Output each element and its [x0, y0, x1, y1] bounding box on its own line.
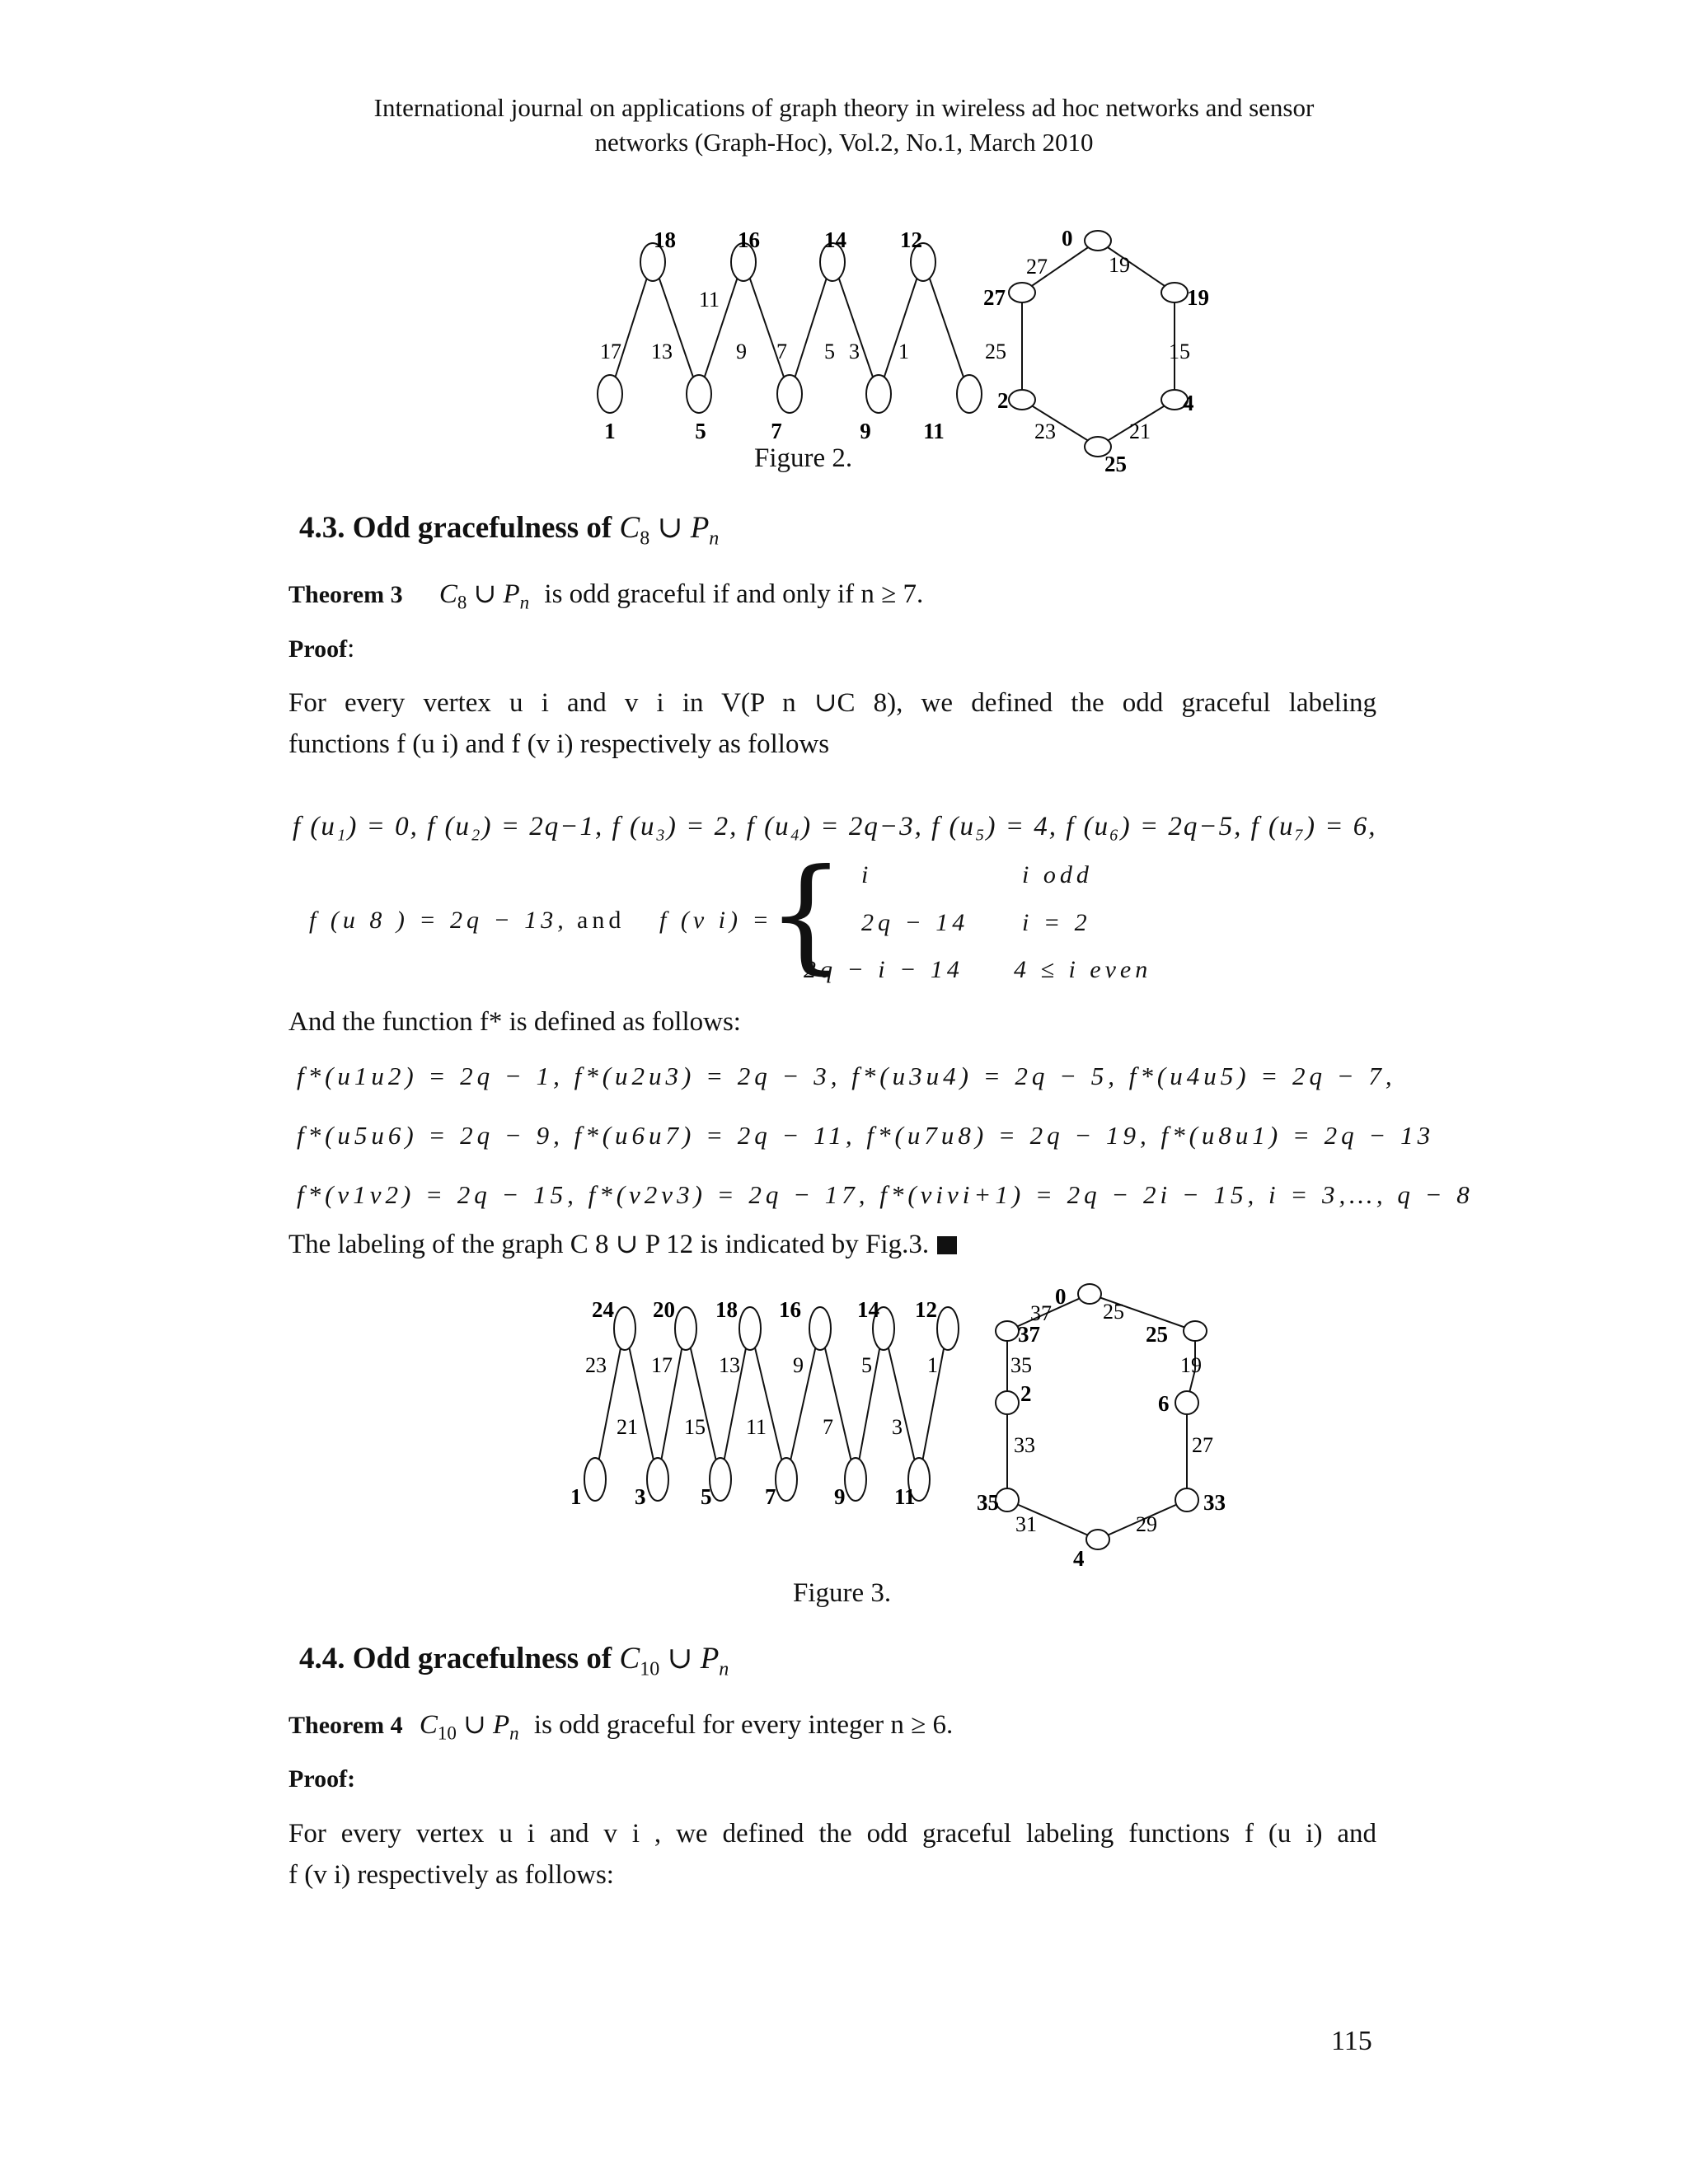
fig3-oct-edge-label: 19: [1180, 1353, 1202, 1377]
fig2-hex-label: 27: [983, 285, 1006, 310]
labeling-statement: [288, 1224, 957, 1265]
theorem-4-math-c: C: [419, 1710, 438, 1740]
proof-1-heading: [288, 628, 354, 670]
qed-square-icon: [937, 1236, 957, 1254]
theorem-4-math: [419, 1710, 519, 1744]
section-4-4-math-sub2: n: [719, 1658, 729, 1680]
equation-and: and: [577, 907, 626, 934]
fig3-oct-edge-label: 27: [1192, 1433, 1213, 1457]
fig2-hex-label: 2: [997, 388, 1009, 413]
fig3-top-label: 18: [715, 1297, 738, 1322]
theorem-3-math-sub2: n: [519, 592, 530, 613]
proof-1-paragraph-line2: functions f (u i) and f (v i) respectively as follows: [288, 729, 830, 759]
theorem-3-math-op: ∪ P: [467, 579, 520, 609]
equation-fvi: f (v i) =: [659, 907, 773, 934]
figure-2-caption: Figure 2.: [754, 443, 853, 473]
fstar-intro: And the function f* is defined as follows:: [288, 1007, 741, 1037]
fig3-bottom-label: 5: [701, 1484, 712, 1509]
piecewise-case1-condition: i odd: [1022, 861, 1093, 888]
fig2-hex-edge-label: 19: [1109, 253, 1130, 277]
fig3-edge-label: 11: [746, 1415, 767, 1439]
section-4-3-math-c: C: [619, 511, 640, 545]
fig2-edge-label: 3: [849, 340, 860, 363]
page-number: 115: [1331, 2026, 1372, 2056]
fig3-oct-label: 0: [1055, 1284, 1067, 1309]
fig2-top-label: 18: [654, 227, 676, 252]
piecewise-case2-value: 2q − 14: [861, 909, 969, 936]
fig3-top-label: 20: [653, 1297, 675, 1322]
fig2-edge-label: 9: [736, 340, 747, 363]
proof-2-paragraph-line1: For every vertex u i and v i , we defined the odd graceful labeling functions f (u i) and: [288, 1819, 1376, 1849]
theorem-4-math-sub1: 10: [437, 1722, 457, 1744]
fig3-edge-label: 21: [617, 1415, 638, 1439]
section-4-4-title: 4.4. Odd gracefulness of: [299, 1642, 612, 1675]
fig2-hex-edge-label: 21: [1129, 419, 1151, 443]
fig2-hex-label: 4: [1183, 391, 1194, 415]
fig2-hex-edge-label: 15: [1169, 340, 1190, 363]
fig2-bottom-label: 9: [860, 419, 871, 443]
fig2-edge-label: 7: [776, 340, 787, 363]
fig3-oct-edge-label: 31: [1015, 1512, 1037, 1536]
fig3-edge-label: 3: [892, 1415, 903, 1439]
figure-3-graph: [0, 1269, 1688, 1571]
section-4-3-heading: [299, 509, 719, 550]
proof-1-colon: :: [347, 634, 355, 663]
journal-header-line2: networks (Graph-Hoc), Vol.2, No.1, March 2010: [594, 128, 1094, 157]
fig3-oct-label: 35: [977, 1490, 999, 1515]
fig3-bottom-label: 1: [570, 1484, 582, 1509]
labeling-statement-text: The labeling of the graph C 8 ∪ P 12 is indicated by Fig.3.: [288, 1230, 930, 1259]
piecewise-case3-condition: 4 ≤ i even: [1014, 956, 1152, 983]
fig3-oct-label: 6: [1158, 1391, 1170, 1416]
theorem-3-math-c: C: [438, 579, 457, 609]
fig2-bottom-label: 1: [604, 419, 616, 443]
fig3-top-label: 24: [592, 1297, 614, 1322]
proof-2-paragraph-line2: f (v i) respectively as follows:: [288, 1860, 614, 1890]
fig2-edge-label: 1: [898, 340, 909, 363]
fig2-top-label: 16: [738, 227, 760, 252]
equation-fu-values: f (u₁) = 0, f (u₂) = 2q−1, f (u₃) = 2, f (u₄) = 2q−3, f (u₅) = 4, f (u₆) = 2q−5, f (u₇) = 6,: [293, 812, 1377, 841]
fig3-edge-label: 9: [793, 1353, 804, 1377]
proof-1-paragraph-line1: For every vertex u i and v i in V(P n ∪C 8), we defined the odd graceful labeling: [288, 688, 1376, 718]
fig3-bottom-label: 3: [635, 1484, 646, 1509]
piecewise-case1-value: i: [861, 861, 873, 888]
figure-2-zigzag-vertices: [598, 243, 982, 413]
section-4-3-math: [619, 511, 720, 550]
theorem-3-math: [438, 579, 530, 613]
fig2-hex-label: 19: [1187, 285, 1209, 310]
section-4-3-math-sub1: 8: [640, 527, 650, 550]
fig2-bottom-label: 11: [923, 419, 945, 443]
fig3-oct-edge-label: 29: [1136, 1512, 1157, 1536]
fig2-hex-edge-label: 27: [1026, 255, 1048, 279]
fig2-hex-edge-label: 25: [985, 340, 1006, 363]
fig3-oct-label: 2: [1020, 1381, 1032, 1406]
piecewise-case3-value: 2q − i − 14: [804, 956, 964, 983]
figure-3-caption: Figure 3.: [793, 1578, 892, 1608]
piecewise-case2-condition: i = 2: [1022, 909, 1091, 936]
fig3-oct-label: 37: [1018, 1322, 1040, 1347]
fig3-oct-label: 33: [1203, 1490, 1226, 1515]
section-4-4-math: [619, 1642, 729, 1680]
fig3-top-label: 16: [779, 1297, 801, 1322]
proof-1-label: Proof: [288, 635, 348, 663]
figure-3-zigzag-vertices: [584, 1307, 959, 1501]
equation-fu8: f (u 8 ) = 2q − 13,: [309, 907, 568, 934]
theorem-4: [288, 1704, 953, 1755]
fig3-oct-edge-label: 25: [1103, 1300, 1124, 1324]
fig3-bottom-label: 11: [894, 1484, 916, 1509]
fig3-oct-label: 25: [1146, 1322, 1168, 1347]
theorem-4-label: Theorem 4: [288, 1712, 403, 1739]
fig3-edge-label: 13: [719, 1353, 740, 1377]
figure-2-zigzag-edges: [610, 260, 969, 394]
fig2-hex-edge-label: 23: [1034, 419, 1056, 443]
fig3-edge-label: 5: [861, 1353, 872, 1377]
fig3-oct-edge-label: 35: [1010, 1353, 1032, 1377]
fig3-top-label: 12: [915, 1297, 937, 1322]
fstar-line1: f*(u1u2) = 2q − 1, f*(u2u3) = 2q − 3, f*(u3u4) = 2q − 5, f*(u4u5) = 2q − 7,: [297, 1062, 1396, 1090]
section-4-4-math-sub1: 10: [640, 1658, 660, 1680]
theorem-3: [288, 574, 923, 624]
fig3-edge-label: 15: [684, 1415, 706, 1439]
section-4-4-math-c: C: [619, 1642, 640, 1675]
section-4-3-math-op: ∪ P: [649, 511, 710, 545]
fig2-bottom-label: 7: [771, 419, 782, 443]
fstar-line3: f*(v1v2) = 2q − 15, f*(v2v3) = 2q − 17, f*(vivi+1) = 2q − 2i − 15, i = 3,…, q − 8: [297, 1180, 1474, 1209]
fig3-edge-label: 7: [823, 1415, 833, 1439]
fig2-top-label: 12: [900, 227, 922, 252]
fig2-hex-label: 0: [1062, 226, 1073, 251]
theorem-3-math-sub1: 8: [457, 592, 467, 613]
fig2-edge-label: 11: [699, 288, 720, 312]
fig3-oct-edge-label: 33: [1014, 1433, 1035, 1457]
fig2-edge-label: 17: [600, 340, 621, 363]
section-4-3-math-sub2: n: [709, 527, 720, 550]
theorem-3-statement: is odd graceful if and only if n ≥ 7.: [544, 579, 924, 609]
fig3-edge-label: 17: [651, 1353, 673, 1377]
fig2-hex-label: 25: [1104, 452, 1127, 476]
fig3-bottom-label: 9: [834, 1484, 846, 1509]
section-4-4-heading: [299, 1640, 729, 1680]
proof-2-label: Proof:: [288, 1765, 356, 1793]
section-4-3-title: 4.3. Odd gracefulness of: [299, 511, 612, 545]
fig2-edge-label: 13: [651, 340, 673, 363]
fig3-oct-edge-label: 37: [1030, 1301, 1052, 1325]
theorem-4-math-sub2: n: [509, 1722, 519, 1744]
fig2-edge-label: 5: [824, 340, 835, 363]
figure-2-edge-labels: [600, 253, 1190, 443]
fig3-bottom-label: 7: [765, 1484, 776, 1509]
fig3-top-label: 14: [857, 1297, 879, 1322]
theorem-4-math-op: ∪ P: [456, 1710, 510, 1740]
fig3-edge-label: 23: [585, 1353, 607, 1377]
fig3-edge-label: 1: [927, 1353, 938, 1377]
fig2-bottom-label: 5: [695, 419, 706, 443]
fstar-line2: f*(u5u6) = 2q − 9, f*(u6u7) = 2q − 11, f*(u7u8) = 2q − 19, f*(u8u1) = 2q − 13: [297, 1121, 1435, 1150]
figure-3-zigzag-edges: [595, 1327, 948, 1479]
piecewise-brace: {: [767, 843, 846, 987]
fig2-top-label: 14: [824, 227, 846, 252]
section-4-4-math-op: ∪ P: [659, 1642, 720, 1675]
theorem-3-label: Theorem 3: [288, 581, 403, 608]
journal-header-line1: International journal on applications of graph theory in wireless ad hoc networks and sensor: [373, 93, 1315, 122]
theorem-4-statement: is odd graceful for every integer n ≥ 6.: [533, 1710, 954, 1740]
fig3-oct-label: 4: [1073, 1546, 1085, 1571]
